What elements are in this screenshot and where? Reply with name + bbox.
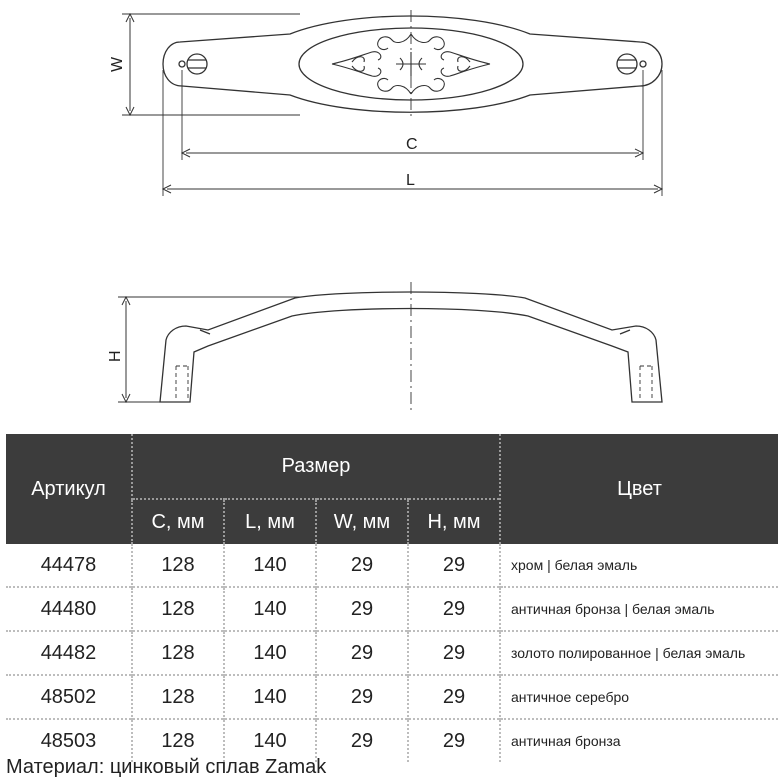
cell-l: 140: [224, 587, 316, 631]
header-article: Артикул: [6, 434, 132, 544]
dimension-c-label: C: [406, 136, 418, 153]
cell-l: 140: [224, 675, 316, 719]
table-row: [6, 587, 778, 631]
cell-w: 29: [316, 675, 408, 719]
cell-c: 128: [132, 587, 224, 631]
cell-h: 29: [408, 719, 500, 762]
cell-article: 48503: [40, 729, 97, 752]
cell-w: 29: [316, 587, 408, 631]
specification-table: [6, 434, 778, 762]
cell-color: античная бронза: [500, 719, 778, 762]
header-l: L, мм: [224, 499, 316, 544]
cell-w: 29: [316, 544, 408, 587]
dimension-w-label: W: [109, 56, 126, 72]
dimension-h-label: H: [107, 350, 124, 362]
cell-color: золото полированное | белая эмаль: [500, 631, 778, 675]
table-row: [6, 631, 778, 675]
material-note: Материал: цинковый сплав Zamak: [6, 756, 327, 778]
cell-c: 128: [132, 719, 224, 762]
cell-l: 140: [224, 631, 316, 675]
cell-article: 48502: [40, 685, 97, 708]
cell-c: 128: [132, 631, 224, 675]
cell-article: 44480: [40, 597, 97, 620]
cell-h: 29: [408, 675, 500, 719]
cell-h: 29: [408, 544, 500, 587]
cell-color: античное серебро: [500, 675, 778, 719]
header-h: H, мм: [408, 499, 500, 544]
table-row: [6, 675, 778, 719]
screw-hole-left: [187, 54, 207, 74]
table-row: [6, 544, 778, 587]
header-size-group: Размер: [132, 434, 500, 499]
cell-w: 29: [316, 631, 408, 675]
cell-article: 44482: [40, 641, 97, 664]
cell-c: 128: [132, 675, 224, 719]
cell-h: 29: [408, 631, 500, 675]
cell-article: 44478: [40, 553, 97, 576]
dimension-l-label: L: [406, 172, 415, 189]
header-c: C, мм: [132, 499, 224, 544]
cell-c: 128: [132, 544, 224, 587]
screw-hole-right: [617, 54, 637, 74]
cell-w: 29: [316, 719, 408, 762]
cell-h: 29: [408, 587, 500, 631]
cell-color: хром | белая эмаль: [500, 544, 778, 587]
header-color: Цвет: [500, 434, 778, 544]
cell-l: 140: [224, 719, 316, 762]
cell-l: 140: [224, 544, 316, 587]
header-w: W, мм: [316, 499, 408, 544]
cell-color: античная бронза | белая эмаль: [500, 587, 778, 631]
